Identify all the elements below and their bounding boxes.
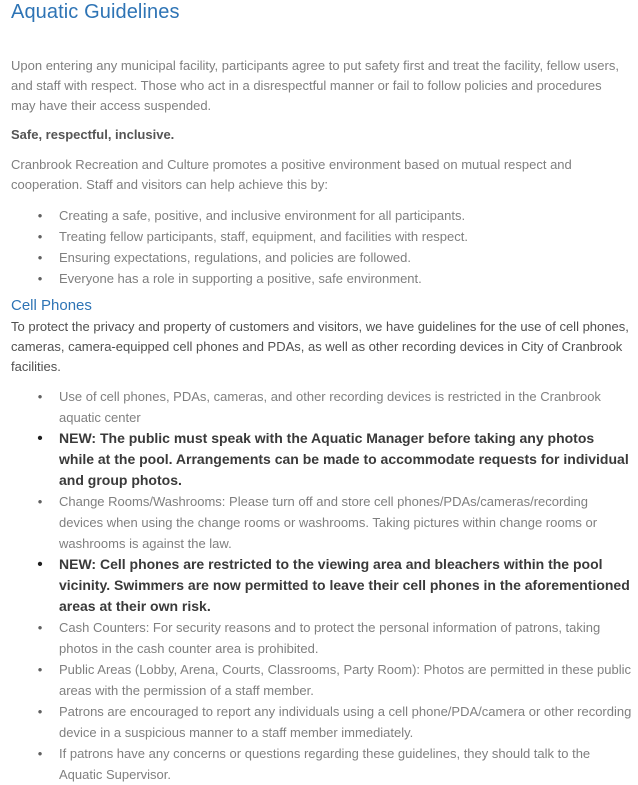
bullet-icon: • xyxy=(37,662,43,677)
bullet-icon: • xyxy=(37,494,43,509)
intro-paragraph: Upon entering any municipal facility, participants agree to put safety first and treat the facility, fellow users, and staff with respect. Those who act in a disrespectful manner or fail to follow policies and procedures may have their access suspended. xyxy=(11,58,619,113)
list-item xyxy=(0,491,638,554)
cell-phones-intro: To protect the privacy and property of customers and visitors, we have guidelines for the use of cell phones, cameras, camera-equipped cell phones and PDAs, as well as other recording devices in City of Cranbrook facilities. xyxy=(11,319,629,374)
list-item xyxy=(0,701,638,743)
list-item-text: Creating a safe, positive, and inclusive environment for all participants. xyxy=(59,208,466,223)
list-item xyxy=(0,226,638,247)
list-item xyxy=(0,247,638,268)
list-item-text: Public Areas (Lobby, Arena, Courts, Classrooms, Party Room): Photos are permitted in these public areas with the permission of a staff member. xyxy=(59,662,632,698)
list-item-text: Patrons are encouraged to report any individuals using a cell phone/PDA/camera or other recording device in a suspicious manner to a staff member immediately. xyxy=(59,704,632,740)
bullet-icon: • xyxy=(37,704,43,719)
list-item xyxy=(0,428,638,491)
list-item xyxy=(0,554,638,617)
list-item-text: NEW: The public must speak with the Aquatic Manager before taking any photos while at the pool. Arrangements can be made to accommodate requests for individual and group photos. xyxy=(59,430,629,488)
bullet-icon: • xyxy=(37,746,43,761)
cell-phones-heading: Cell Phones xyxy=(11,297,92,314)
bullet-icon: • xyxy=(37,430,43,447)
list-item-text: Everyone has a role in supporting a positive, safe environment. xyxy=(59,271,422,286)
bullet-icon: • xyxy=(37,271,43,286)
cell-phone-rules-list xyxy=(0,386,638,785)
bullet-icon: • xyxy=(37,389,43,404)
page-title: Aquatic Guidelines xyxy=(11,1,180,23)
values-list xyxy=(0,205,638,289)
list-item-text: Treating fellow participants, staff, equipment, and facilities with respect. xyxy=(59,229,468,244)
promo-paragraph: Cranbrook Recreation and Culture promotes a positive environment based on mutual respect and cooperation. Staff and visitors can help achieve this by: xyxy=(11,157,572,192)
list-item xyxy=(0,659,638,701)
bullet-icon: • xyxy=(37,250,43,265)
list-item-text: Change Rooms/Washrooms: Please turn off and store cell phones/PDAs/cameras/recording devices when using the change rooms or washrooms. Taking pictures within change rooms or washrooms is against the law. xyxy=(59,494,598,551)
list-item xyxy=(0,617,638,659)
list-item xyxy=(0,205,638,226)
safe-heading: Safe, respectful, inclusive. xyxy=(11,127,175,142)
list-item-text: If patrons have any concerns or questions regarding these guidelines, they should talk to the Aquatic Supervisor. xyxy=(59,746,591,782)
list-item-text: Use of cell phones, PDAs, cameras, and other recording devices is restricted in the Cranbrook aquatic center xyxy=(59,389,601,425)
bullet-icon: • xyxy=(37,620,43,635)
bullet-icon: • xyxy=(37,208,43,223)
bullet-icon: • xyxy=(37,229,43,244)
list-item xyxy=(0,268,638,289)
list-item xyxy=(0,386,638,428)
list-item xyxy=(0,743,638,785)
list-item-text: Ensuring expectations, regulations, and policies are followed. xyxy=(59,250,411,265)
list-item-text: NEW: Cell phones are restricted to the viewing area and bleachers within the pool vicinity. Swimmers are now permitted to leave their cell phones in the aforementioned areas at their own risk. xyxy=(59,556,630,614)
list-item-text: Cash Counters: For security reasons and to protect the personal information of patrons, taking photos in the cash counter area is prohibited. xyxy=(59,620,601,656)
bullet-icon: • xyxy=(37,556,43,573)
